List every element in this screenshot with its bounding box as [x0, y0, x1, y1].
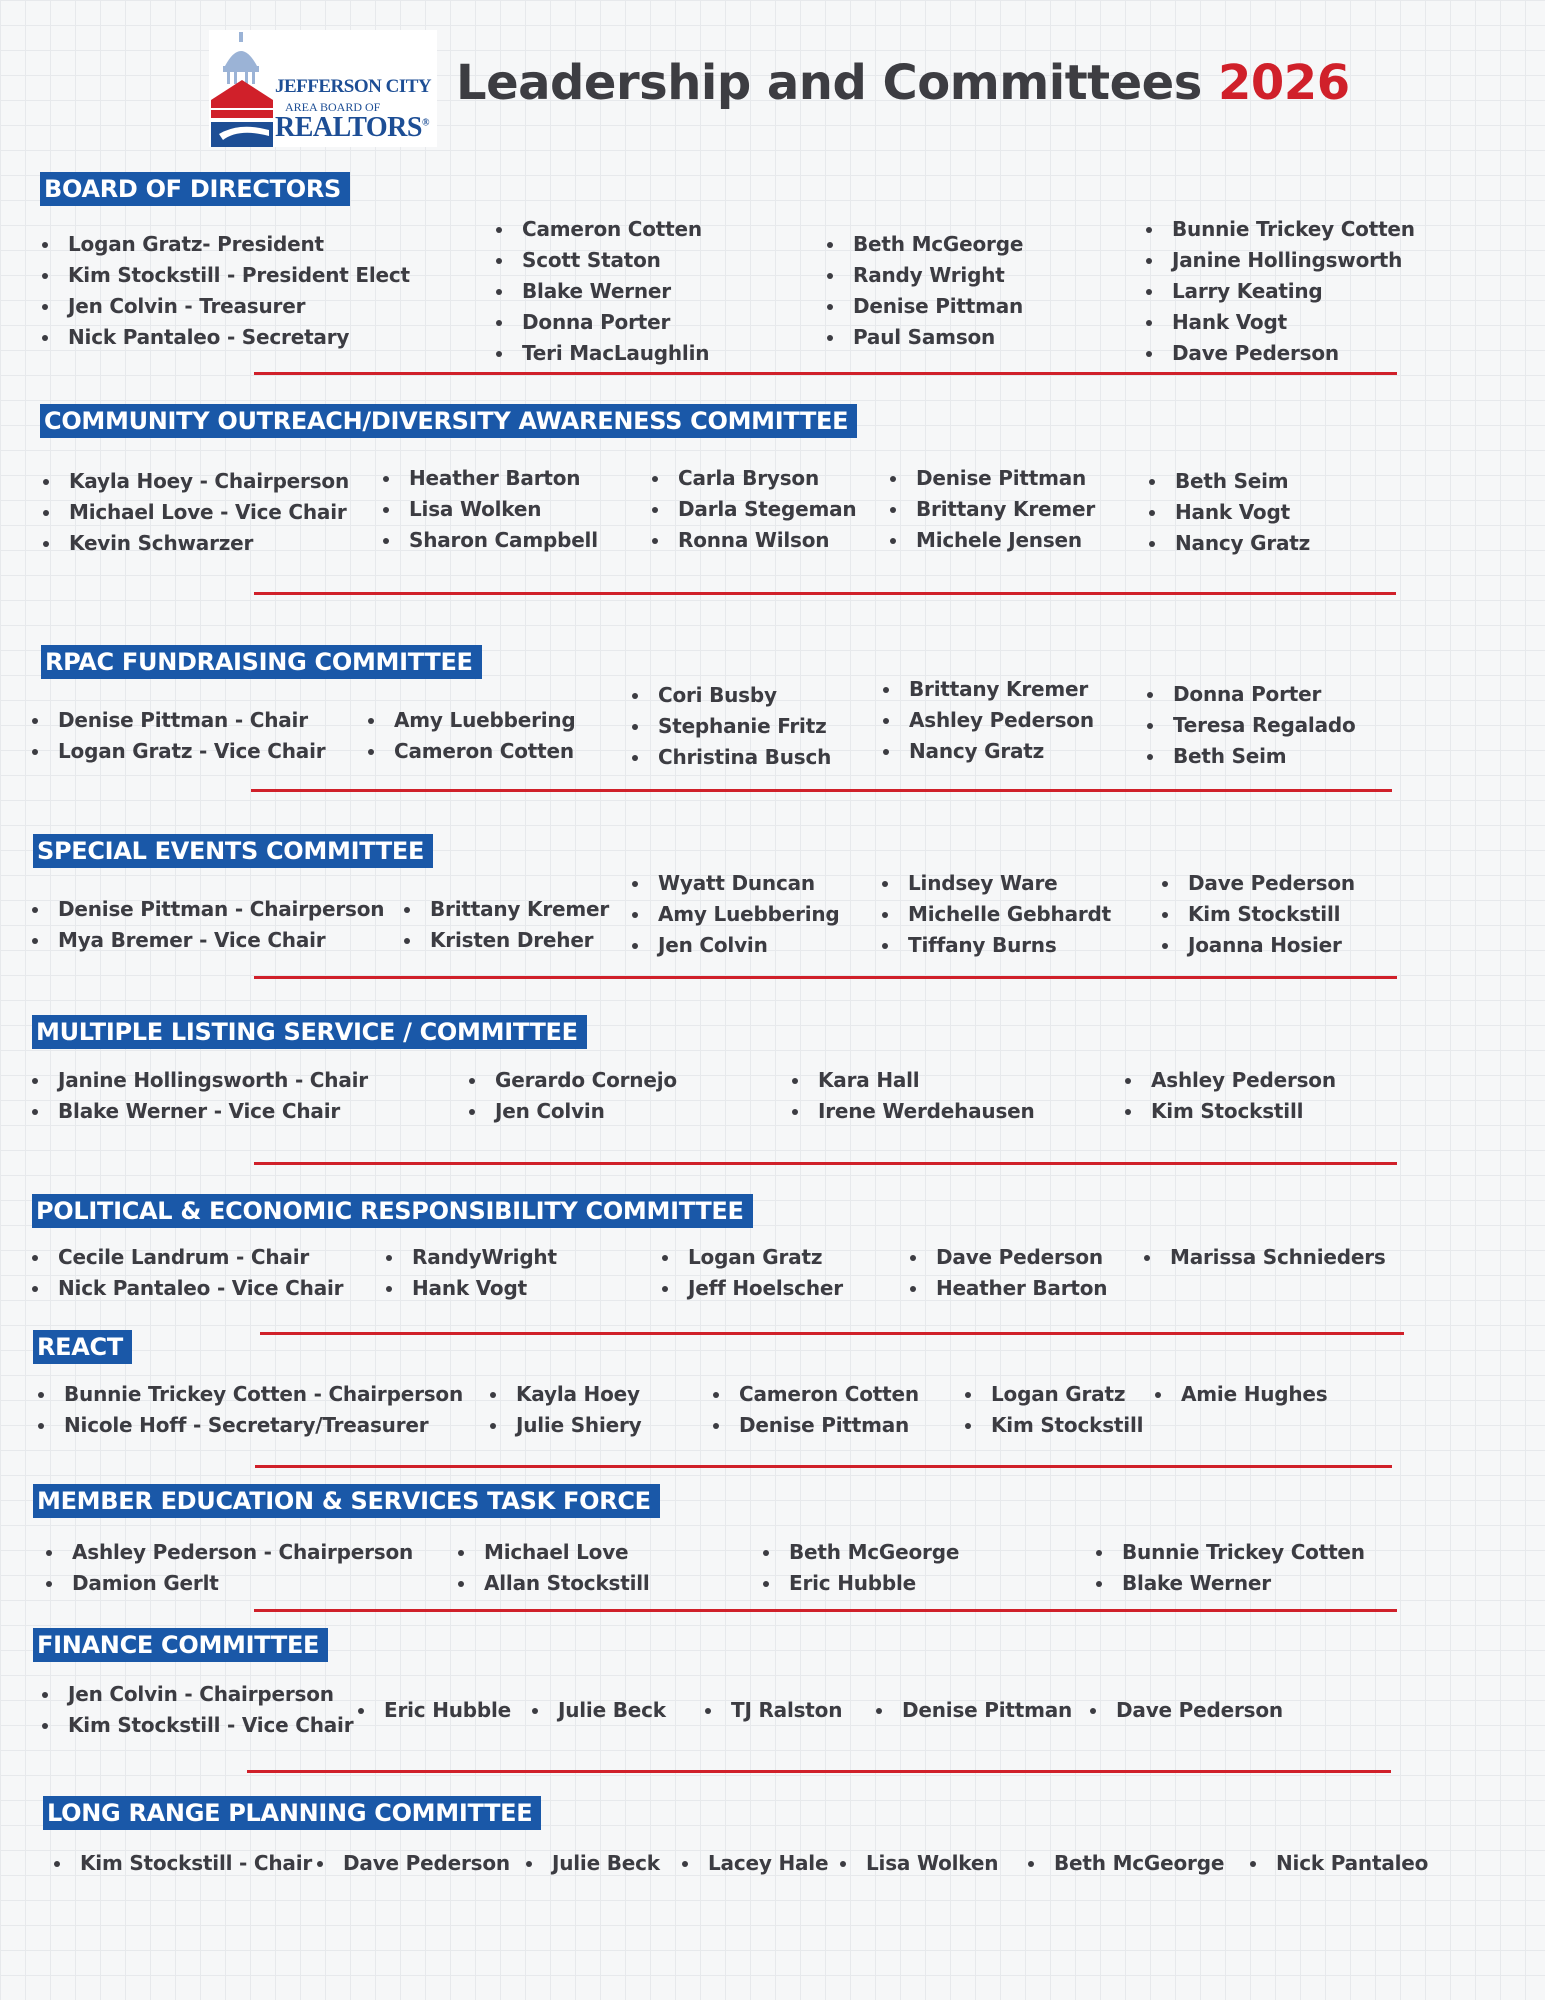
member-item: Cameron Cotten: [494, 214, 709, 245]
member-item: Beth McGeorge: [1026, 1848, 1224, 1879]
member-item: Donna Porter: [494, 307, 709, 338]
member-item: Jeff Hoelscher: [660, 1273, 843, 1304]
member-item: Logan Gratz- President: [40, 229, 410, 260]
member-item: Beth Seim: [1145, 741, 1356, 772]
member-item: Heather Barton: [908, 1273, 1107, 1304]
member-item: Donna Porter: [1145, 679, 1356, 710]
member-item: Damion Gerlt: [44, 1568, 413, 1599]
member-item: Julie Beck: [524, 1848, 660, 1879]
member-item: Brittany Kremer: [888, 494, 1095, 525]
member-list: [356, 1695, 511, 1726]
member-item: Hank Vogt: [1144, 307, 1415, 338]
member-item: Kim Stockstill - Vice Chair: [40, 1710, 353, 1741]
member-item: Michele Jensen: [888, 525, 1095, 556]
member-item: Kim Stockstill: [963, 1410, 1143, 1441]
member-item: Beth Seim: [1147, 466, 1310, 497]
member-item: Teri MacLaughlin: [494, 338, 709, 369]
member-item: Scott Staton: [494, 245, 709, 276]
member-item: Mya Bremer - Vice Chair: [30, 925, 384, 956]
member-list: [1144, 214, 1415, 369]
member-item: Logan Gratz: [963, 1379, 1143, 1410]
member-list: [703, 1695, 842, 1726]
member-list: [1145, 679, 1356, 772]
member-list: [456, 1537, 650, 1599]
member-item: Ashley Pederson - Chairperson: [44, 1537, 413, 1568]
member-item: Nancy Gratz: [1147, 528, 1310, 559]
member-item: Kara Hall: [790, 1065, 1035, 1096]
logo-line-3: REALTORS®: [275, 112, 429, 143]
member-item: Amy Luebbering: [630, 899, 840, 930]
member-item: Brittany Kremer: [402, 894, 609, 925]
member-item: Denise Pittman: [874, 1695, 1072, 1726]
member-item: Lisa Wolken: [381, 494, 598, 525]
member-item: Randy Wright: [825, 260, 1023, 291]
member-item: Ashley Pederson: [881, 705, 1094, 736]
member-item: Nancy Gratz: [881, 736, 1094, 767]
member-list: [1153, 1379, 1328, 1410]
member-list: [467, 1065, 677, 1127]
member-item: Nick Pantaleo - Secretary: [40, 322, 410, 353]
member-item: Bunnie Trickey Cotten: [1094, 1537, 1365, 1568]
member-item: Kevin Schwarzer: [41, 528, 349, 559]
section-divider: [254, 372, 1397, 375]
member-item: Jen Colvin: [630, 930, 840, 961]
member-list: [381, 463, 598, 556]
section-divider: [247, 1770, 1391, 1773]
section-title: REACT: [33, 1330, 132, 1364]
member-item: Cori Busby: [630, 680, 831, 711]
member-item: Ronna Wilson: [650, 525, 856, 556]
section-title: FINANCE COMMITTEE: [33, 1628, 328, 1662]
member-item: Beth McGeorge: [761, 1537, 959, 1568]
member-item: Beth McGeorge: [825, 229, 1023, 260]
member-list: [1142, 1242, 1386, 1273]
member-list: [30, 1065, 368, 1127]
member-item: TJ Ralston: [703, 1695, 842, 1726]
member-item: Denise Pittman - Chair: [30, 705, 325, 736]
member-list: [838, 1848, 998, 1879]
member-list: [44, 1537, 413, 1599]
section-title: MEMBER EDUCATION & SERVICES TASK FORCE: [33, 1484, 660, 1518]
member-list: [711, 1379, 919, 1441]
member-list: [630, 680, 831, 773]
member-item: Logan Gratz: [660, 1242, 843, 1273]
member-item: Julie Shiery: [488, 1410, 641, 1441]
member-item: Dave Pederson: [1088, 1695, 1283, 1726]
member-list: [1147, 466, 1310, 559]
section-divider: [254, 976, 1397, 979]
member-item: Larry Keating: [1144, 276, 1415, 307]
member-item: Nick Pantaleo: [1248, 1848, 1428, 1879]
member-item: Denise Pittman: [711, 1410, 919, 1441]
member-item: Christina Busch: [630, 742, 831, 773]
logo-line-1: JEFFERSON CITY: [275, 76, 432, 97]
member-item: Dave Pederson: [1144, 338, 1415, 369]
member-list: [40, 229, 410, 353]
member-item: RandyWright: [384, 1242, 557, 1273]
member-list: [30, 894, 384, 956]
member-item: Heather Barton: [381, 463, 598, 494]
section-title: POLITICAL & ECONOMIC RESPONSIBILITY COMMITTEE: [32, 1194, 753, 1228]
member-list: [963, 1379, 1143, 1441]
member-item: Tiffany Burns: [880, 930, 1111, 961]
member-list: [52, 1848, 312, 1879]
member-item: Eric Hubble: [761, 1568, 959, 1599]
member-list: [41, 466, 349, 559]
section-title: COMMUNITY OUTREACH/DIVERSITY AWARENESS COMMITTEE: [40, 404, 857, 438]
member-item: Darla Stegeman: [650, 494, 856, 525]
member-item: Logan Gratz - Vice Chair: [30, 736, 325, 767]
member-item: Denise Pittman - Chairperson: [30, 894, 384, 925]
member-list: [36, 1379, 463, 1441]
section-title: BOARD OF DIRECTORS: [40, 172, 350, 206]
member-item: Bunnie Trickey Cotten - Chairperson: [36, 1379, 463, 1410]
member-list: [680, 1848, 828, 1879]
member-item: Michael Love: [456, 1537, 650, 1568]
section-title: RPAC FUNDRAISING COMMITTEE: [41, 645, 482, 679]
member-item: Michael Love - Vice Chair: [41, 497, 349, 528]
member-list: [1123, 1065, 1336, 1127]
section-divider: [251, 789, 1392, 792]
section-divider: [254, 592, 1396, 595]
member-item: Cameron Cotten: [366, 736, 576, 767]
member-item: Julie Beck: [530, 1695, 666, 1726]
realtors-logo: [209, 30, 437, 147]
member-item: Nick Pantaleo - Vice Chair: [30, 1273, 343, 1304]
member-item: Cameron Cotten: [711, 1379, 919, 1410]
member-item: Cecile Landrum - Chair: [30, 1242, 343, 1273]
member-item: Kristen Dreher: [402, 925, 609, 956]
member-list: [384, 1242, 557, 1304]
member-list: [1026, 1848, 1224, 1879]
member-list: [402, 894, 609, 956]
page-title: Leadership and Committees 2026: [456, 55, 1350, 111]
member-list: [881, 674, 1094, 767]
member-item: Kim Stockstill: [1160, 899, 1355, 930]
member-list: [524, 1848, 660, 1879]
member-item: Ashley Pederson: [1123, 1065, 1336, 1096]
member-item: Stephanie Fritz: [630, 711, 831, 742]
member-item: Bunnie Trickey Cotten: [1144, 214, 1415, 245]
section-divider: [255, 1465, 1392, 1468]
member-item: Allan Stockstill: [456, 1568, 650, 1599]
section-divider: [260, 1332, 1404, 1335]
member-item: Jen Colvin - Chairperson: [40, 1679, 353, 1710]
member-item: Blake Werner: [494, 276, 709, 307]
member-list: [530, 1695, 666, 1726]
member-item: Teresa Regalado: [1145, 710, 1356, 741]
member-item: Jen Colvin - Treasurer: [40, 291, 410, 322]
member-item: Eric Hubble: [356, 1695, 511, 1726]
member-item: Nicole Hoff - Secretary/Treasurer: [36, 1410, 463, 1441]
section-title: SPECIAL EVENTS COMMITTEE: [33, 834, 433, 868]
member-item: Blake Werner - Vice Chair: [30, 1096, 368, 1127]
member-list: [1094, 1537, 1365, 1599]
member-list: [30, 705, 325, 767]
member-item: Lindsey Ware: [880, 868, 1111, 899]
member-item: Hank Vogt: [384, 1273, 557, 1304]
member-item: Lisa Wolken: [838, 1848, 998, 1879]
member-list: [1160, 868, 1355, 961]
member-list: [30, 1242, 343, 1304]
member-item: Denise Pittman: [888, 463, 1095, 494]
member-list: [660, 1242, 843, 1304]
member-list: [1248, 1848, 1428, 1879]
member-item: Brittany Kremer: [881, 674, 1094, 705]
member-item: Lacey Hale: [680, 1848, 828, 1879]
member-item: Paul Samson: [825, 322, 1023, 353]
member-list: [761, 1537, 959, 1599]
section-title: MULTIPLE LISTING SERVICE / COMMITTEE: [32, 1015, 587, 1049]
member-list: [40, 1679, 353, 1741]
member-item: Denise Pittman: [825, 291, 1023, 322]
member-list: [488, 1379, 641, 1441]
member-item: Dave Pederson: [315, 1848, 510, 1879]
member-list: [494, 214, 709, 369]
member-item: Hank Vogt: [1147, 497, 1310, 528]
member-item: Blake Werner: [1094, 1568, 1365, 1599]
member-item: Joanna Hosier: [1160, 930, 1355, 961]
section-divider: [254, 1162, 1397, 1165]
member-item: Kim Stockstill: [1123, 1096, 1336, 1127]
section-divider: [254, 1609, 1397, 1612]
member-item: Dave Pederson: [908, 1242, 1107, 1273]
member-item: Gerardo Cornejo: [467, 1065, 677, 1096]
member-list: [825, 229, 1023, 353]
member-item: Amie Hughes: [1153, 1379, 1328, 1410]
section-title: LONG RANGE PLANNING COMMITTEE: [43, 1796, 541, 1830]
member-list: [630, 868, 840, 961]
member-item: Kim Stockstill - Chair: [52, 1848, 312, 1879]
member-list: [650, 463, 856, 556]
member-list: [888, 463, 1095, 556]
member-item: Janine Hollingsworth: [1144, 245, 1415, 276]
member-item: Kim Stockstill - President Elect: [40, 260, 410, 291]
member-list: [366, 705, 576, 767]
member-item: Carla Bryson: [650, 463, 856, 494]
member-list: [880, 868, 1111, 961]
member-item: Kayla Hoey: [488, 1379, 641, 1410]
member-item: Janine Hollingsworth - Chair: [30, 1065, 368, 1096]
member-item: Michelle Gebhardt: [880, 899, 1111, 930]
member-item: Kayla Hoey - Chairperson: [41, 466, 349, 497]
member-item: Marissa Schnieders: [1142, 1242, 1386, 1273]
member-item: Irene Werdehausen: [790, 1096, 1035, 1127]
member-item: Wyatt Duncan: [630, 868, 840, 899]
member-item: Dave Pederson: [1160, 868, 1355, 899]
member-list: [908, 1242, 1107, 1304]
member-item: Amy Luebbering: [366, 705, 576, 736]
member-item: Sharon Campbell: [381, 525, 598, 556]
member-list: [1088, 1695, 1283, 1726]
member-item: Jen Colvin: [467, 1096, 677, 1127]
member-list: [874, 1695, 1072, 1726]
capitol-dome-icon: [209, 30, 275, 147]
logo-line-2: AREA BOARD OF: [285, 100, 381, 114]
member-list: [315, 1848, 510, 1879]
member-list: [790, 1065, 1035, 1127]
page-year: 2026: [1218, 55, 1350, 111]
